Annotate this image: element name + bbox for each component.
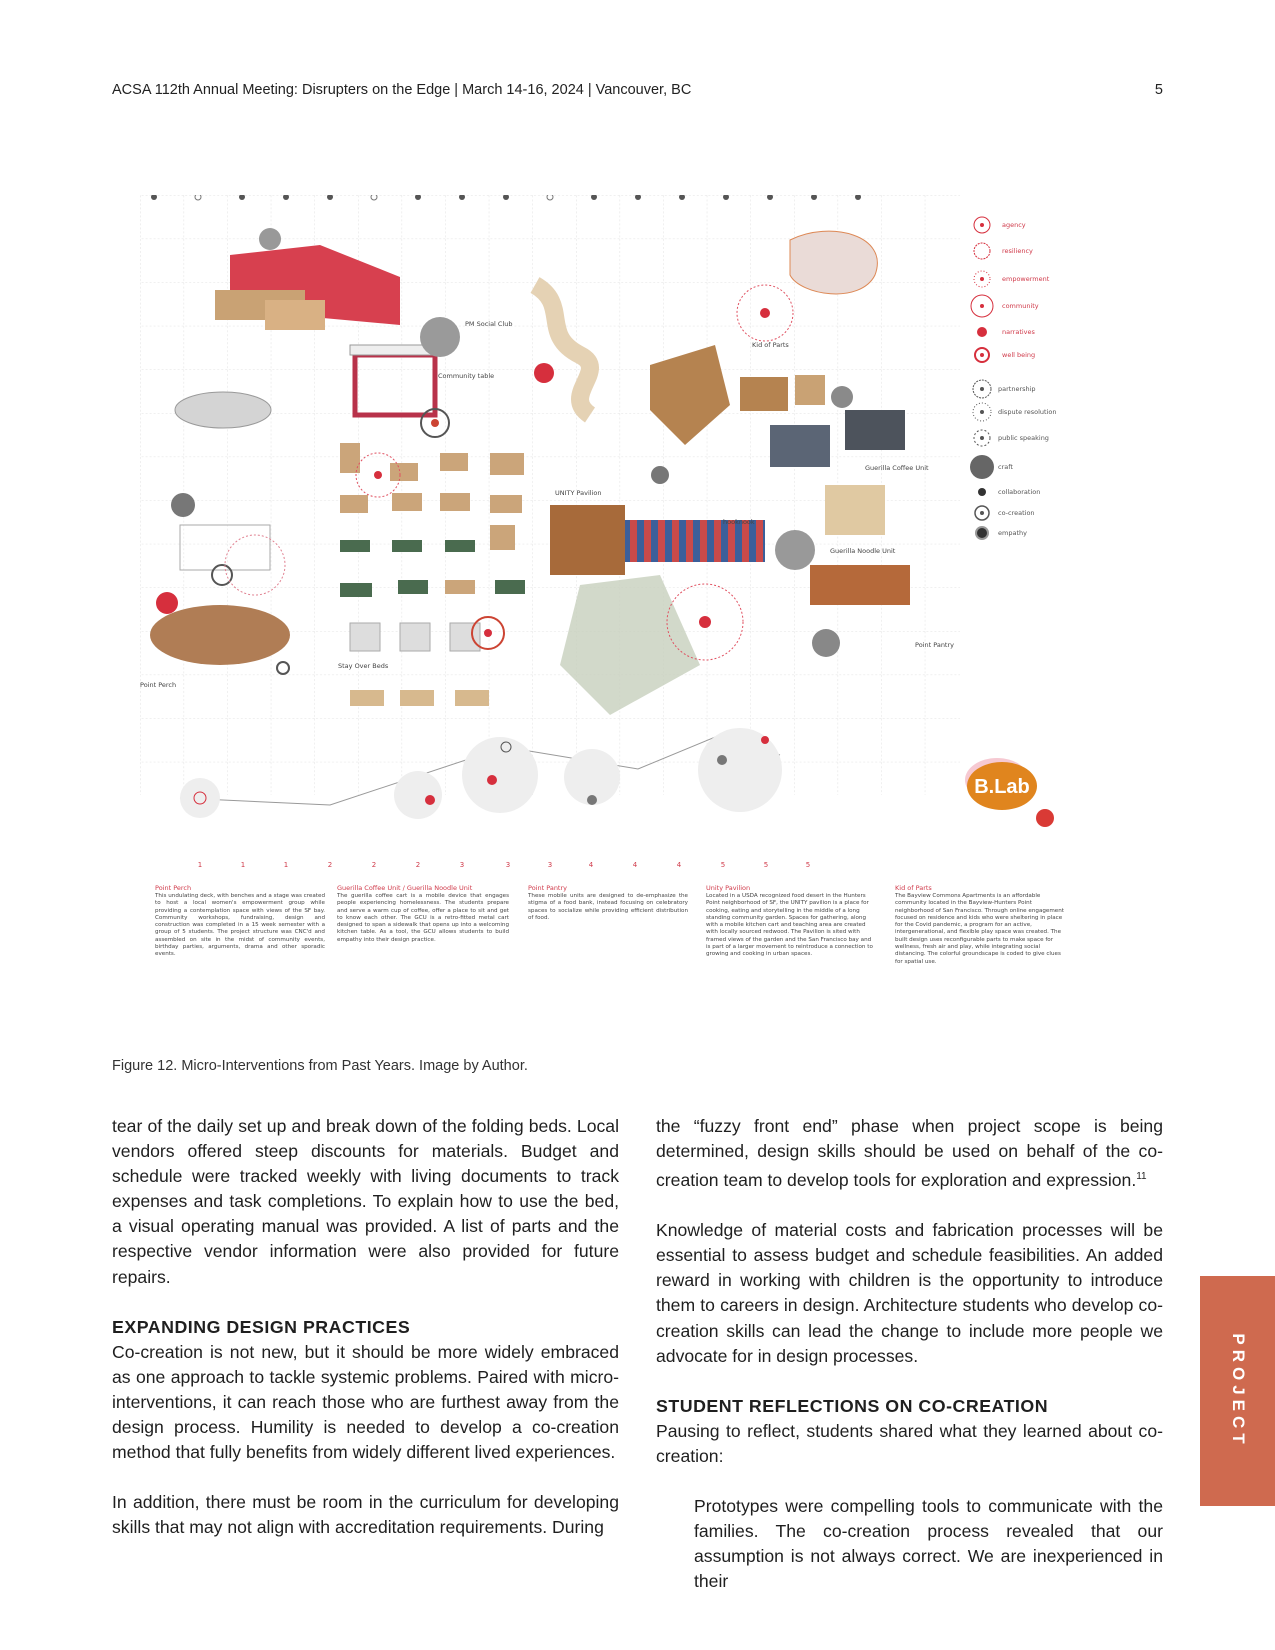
timeline-numbers: [198, 861, 810, 869]
tl-num: 4: [676, 861, 682, 869]
legend-10: collaboration: [998, 488, 1041, 496]
right-paragraph-1: [656, 1114, 1163, 1193]
legend-0: agency: [1002, 221, 1026, 229]
desc-title-unity: Unity Pavilion: [706, 884, 751, 892]
legend-1: resiliency: [1002, 247, 1033, 255]
legend-9: craft: [998, 463, 1013, 471]
label-guerilla-coffee-unit: Guerilla Coffee Unit: [865, 464, 929, 472]
student-quote: Prototypes were compelling tools to communicate with the families. The co-creation process revealed that our assumption is not always correct. We are inexperienced in their: [694, 1495, 1163, 1592]
tl-num: 1: [283, 861, 289, 869]
desc-title-kid-of-parts: Kid of Parts: [895, 884, 932, 892]
desc-text-kid-of-parts: The Bayview Commons Apartments is an affordable community located in the Bayview-Hunters Point neighborhood of San Francisco. Through online engagement focused on residence and kids who were sheltering in place for the Covid pandemic, a program for an active, intergenerational, and flexible play space was created. The built design uses reconfigurable parts to make space for wellness, fresh air and play, while integrating social distancing. The colorful groundscape is coded to give clues for spatial use.: [895, 893, 1064, 965]
label-point-perch: Point Perch: [140, 681, 177, 689]
tl-num: 3: [547, 861, 553, 869]
desc-title-point-pantry: Point Pantry: [528, 884, 568, 892]
right-column: [656, 1114, 1163, 1594]
desc-text-guerilla: The guerilla coffee cart is a mobile device that engages people experiencing homelessness. The students prepare and serve a warm cup of coffee, offer a place to sit and get to know each other. The GCU is a retro-fitted metal cart designed to span a sidewalk that opens up into a welcoming kitchen table. As a tool, the GCU allows students to build empathy into their design practice.: [337, 893, 509, 943]
legend-6: partnership: [998, 385, 1036, 393]
desc-text-point-perch: This undulating deck, with benches and a stage was created to host a local women's empowerment group while providing a contemplation space with views of the SF bay. Community workshops, fundraising, design and construction was completed in a 15 week semester with a group of 5 students. The project structure was CNC'd and assembled on site in the midst of community events, birthday parties, arguments, drama and other sporadic events.: [155, 893, 325, 958]
left-paragraph-2: Co-creation is not new, but it should be more widely embraced as one approach to tackle systemic problems. Paired with micro-interventions, it can reach those who are furthest away from the design process. Humility is needed to develop a co-creation method that fully benefits from widely different lived experiences.: [112, 1341, 619, 1463]
blab-text: B.Lab: [974, 776, 1030, 798]
left-column: [112, 1114, 619, 1565]
label-guerilla-noodle-unit: Guerilla Noodle Unit: [830, 547, 896, 555]
legend-4: narratives: [1002, 328, 1035, 336]
legend-11: co-creation: [998, 509, 1035, 517]
left-paragraph-1: tear of the daily set up and break down of the folding beds. Local vendors offered steep discounts for materials. Budget and schedule were tracked weekly with living documents to track expenses and task completions. To explain how to use the bed, a visual operating manual was provided. A list of parts and the respective vendor information were also provided for future repairs.: [112, 1116, 619, 1287]
tl-num: 5: [720, 861, 726, 869]
tl-num: 4: [632, 861, 638, 869]
label-community-table: Community table: [438, 372, 495, 380]
tl-num: 3: [505, 861, 511, 869]
tl-num: 4: [588, 861, 594, 869]
legend-12: empathy: [998, 529, 1027, 537]
tl-num: 2: [371, 861, 377, 869]
page-number: 5: [1154, 82, 1163, 98]
tl-num: 5: [805, 861, 811, 869]
label-point-pantry: Point Pantry: [915, 641, 955, 649]
figure-micro-interventions: [140, 195, 1120, 1040]
label-hooknook: hooknook: [723, 518, 755, 526]
tl-num: 2: [415, 861, 421, 869]
legend-2: empowerment: [1002, 275, 1050, 283]
right-paragraph-3: Pausing to reflect, students shared what they learned about co-creation:: [656, 1420, 1163, 1466]
legend-5: well being: [1002, 351, 1036, 359]
desc-text-unity: Located in a USDA recognized food desert in the Hunters Point neighborhood of SF, the UNITY pavilion is a place for cooking, eating and storytelling in the middle of a long standing community garden. Spaces for gathering, along with a mobile kitchen cart and teaching area are created with locally sourced redwood. The Pavilion is sited with framed views of the garden and the San Francisco bay and is part of a larger movement to reintroduce a connection to growing and cooking in urban spaces.: [706, 893, 873, 958]
section-side-tab: [1200, 1276, 1275, 1506]
label-kid-of-parts: Kid of Parts: [752, 341, 789, 349]
legend: [970, 217, 1056, 539]
tl-num: 3: [459, 861, 465, 869]
label-stay-over-beds: Stay Over Beds: [338, 662, 389, 670]
figure-caption: Figure 12. Micro-Interventions from Past Years. Image by Author.: [112, 1058, 528, 1074]
figure-collage: [140, 195, 1120, 1040]
left-paragraph-3: In addition, there must be room in the curriculum for developing skills that may not align with accreditation requirements. During: [112, 1492, 619, 1538]
label-unity-pavilion: UNITY Pavilion: [555, 489, 602, 497]
legend-7: dispute resolution: [998, 408, 1057, 416]
tl-num: 5: [763, 861, 769, 869]
right-paragraph-2: Knowledge of material costs and fabrication processes will be essential to assess budget and schedule feasibilities. An added reward in working with children is the opportunity to introduce them to careers in design. Architecture students who develop co-creation skills can lead the change to include more people we advocate for in design processes.: [656, 1220, 1163, 1366]
blab-logo: [965, 758, 1054, 827]
tl-num: 1: [240, 861, 246, 869]
tl-num: 2: [327, 861, 333, 869]
header-title: ACSA 112th Annual Meeting: Disrupters on the Edge | March 14-16, 2024 | Vancouver, BC: [112, 82, 692, 98]
section-heading-reflections: STUDENT REFLECTIONS ON CO-CREATION: [656, 1395, 1049, 1416]
section-heading-expanding: EXPANDING DESIGN PRACTICES: [112, 1316, 411, 1337]
right-paragraph-1-text: the “fuzzy front end” phase when project scope is being determined, design skills should be used on behalf of the co-creation team to develop tools for exploration and expression.: [656, 1116, 1163, 1191]
desc-title-point-perch: Point Perch: [155, 884, 192, 892]
desc-text-point-pantry: These mobile units are designed to de-emphasize the stigma of a food bank, instead focusing on celebratory spaces to socialize while providing efficient distribution of food.: [528, 893, 688, 921]
side-tab-label: PROJECT: [1228, 1333, 1248, 1449]
legend-8: public speaking: [998, 434, 1049, 442]
footnote-ref[interactable]: 11: [1136, 1171, 1147, 1183]
label-pm-social-club: PM Social Club: [465, 320, 513, 328]
project-descriptions: [155, 884, 1065, 993]
tl-num: 1: [197, 861, 203, 869]
desc-title-guerilla: Guerilla Coffee Unit / Guerilla Noodle Unit: [337, 884, 473, 892]
legend-3: community: [1002, 302, 1039, 310]
running-header: [112, 82, 1163, 104]
